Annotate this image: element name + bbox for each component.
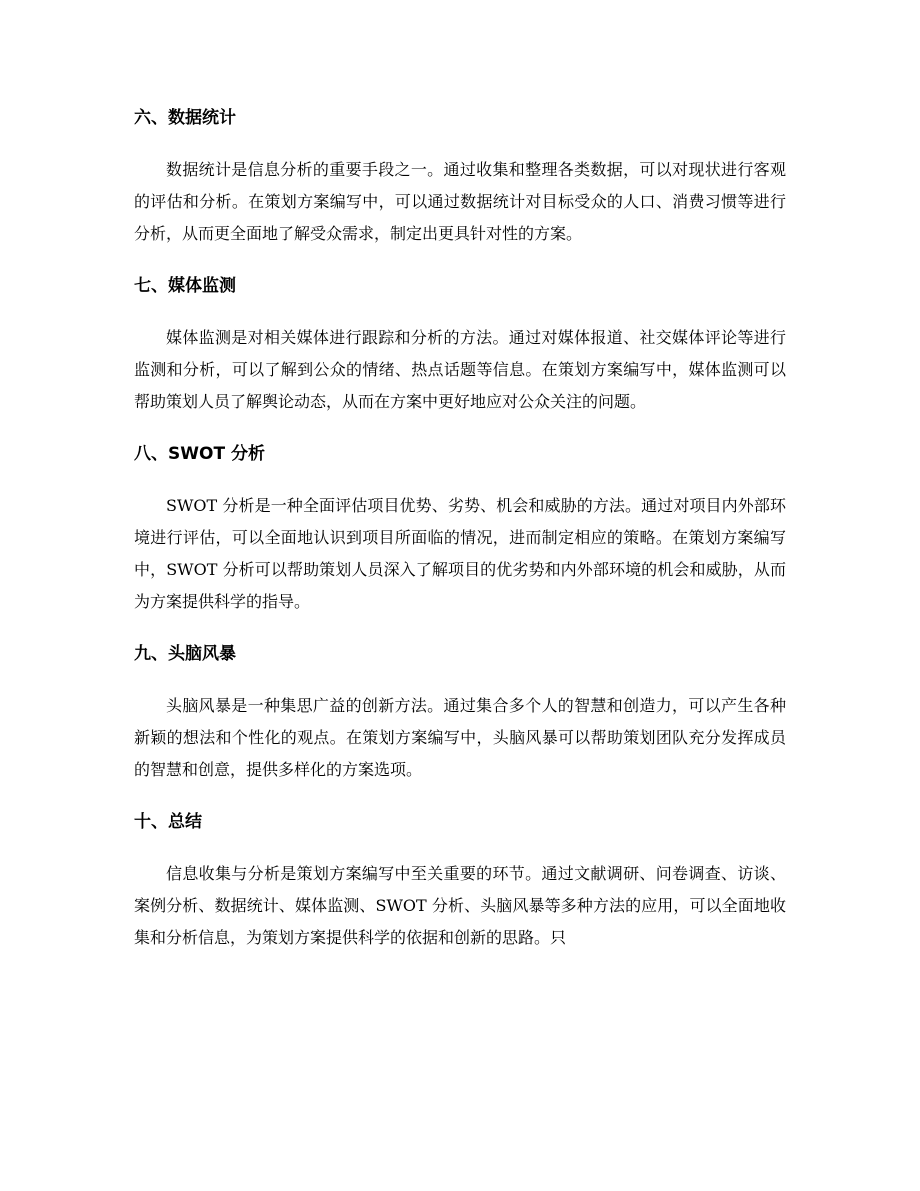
section-paragraph: SWOT 分析是一种全面评估项目优势、劣势、机会和威胁的方法。通过对项目内外部环境进行评估，可以全面地认识到项目所面临的情况，进而制定相应的策略。在策划方案编写中，SWOT 分析可以帮助策划人员深入了解项目的优劣势和内外部环境的机会和威胁，从而为方案提供科学的指导。 [134,496,786,611]
document-content [134,104,786,976]
section-brainstorming [134,640,786,786]
section-heading: 八、SWOT 分析 [134,444,265,464]
section-media-monitoring [134,272,786,418]
section-paragraph: 信息收集与分析是策划方案编写中至关重要的环节。通过文献调研、问卷调查、访谈、案例分析、数据统计、媒体监测、SWOT 分析、头脑风暴等多种方法的应用，可以全面地收集和分析信息，为策划方案提供科学的依据和创新的思路。只 [134,864,786,947]
section-heading: 七、媒体监测 [134,276,236,296]
section-paragraph: 数据统计是信息分析的重要手段之一。通过收集和整理各类数据，可以对现状进行客观的评估和分析。在策划方案编写中，可以通过数据统计对目标受众的人口、消费习惯等进行分析，从而更全面地了解受众需求，制定出更具针对性的方案。 [134,160,786,243]
section-heading: 十、总结 [134,812,202,832]
section-paragraph: 头脑风暴是一种集思广益的创新方法。通过集合多个人的智慧和创造力，可以产生各种新颖的想法和个性化的观点。在策划方案编写中，头脑风暴可以帮助策划团队充分发挥成员的智慧和创意，提供多样化的方案选项。 [134,696,786,779]
section-data-statistics [134,104,786,250]
section-swot-analysis [134,440,786,618]
section-heading: 九、头脑风暴 [134,644,236,664]
section-heading: 六、数据统计 [134,108,236,128]
section-paragraph: 媒体监测是对相关媒体进行跟踪和分析的方法。通过对媒体报道、社交媒体评论等进行监测和分析，可以了解到公众的情绪、热点话题等信息。在策划方案编写中，媒体监测可以帮助策划人员了解舆论动态，从而在方案中更好地应对公众关注的问题。 [134,328,786,411]
section-summary [134,808,786,954]
